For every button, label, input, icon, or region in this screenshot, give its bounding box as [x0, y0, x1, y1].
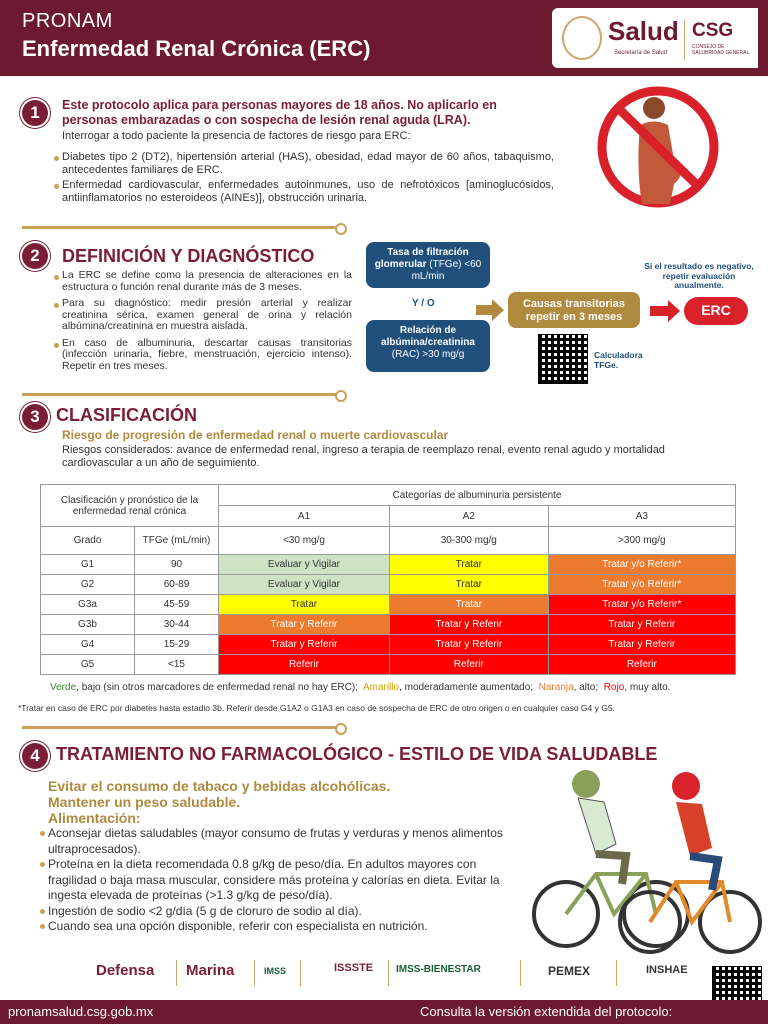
- list-item: En caso de albuminuria, descartar causas transitorias (infección urinaria, fiebre, menstruación, ejercicio intenso). Repetir en tres meses.: [54, 338, 352, 373]
- s3-subheading: Riesgo de progresión de enfermedad renal o muerte cardiovascular: [62, 428, 449, 442]
- col-range: >300 mg/g: [548, 527, 735, 555]
- risk-cell: Referir: [548, 655, 735, 675]
- grade-cell: G5: [41, 655, 135, 675]
- footer-cta: Consulta la versión extendida del protocolo:: [420, 1004, 673, 1019]
- logo-marina: Marina: [186, 962, 235, 979]
- table-row: [41, 655, 736, 675]
- table-cat-header: Categorías de albuminuria persistente: [219, 485, 736, 506]
- legend-rojo-text: , muy alto.: [624, 682, 671, 693]
- section-1-number: 1: [22, 100, 48, 126]
- rac-box-bold: Relación de albúmina/creatinina: [381, 325, 475, 348]
- logo-issste: ISSSTE: [334, 962, 374, 974]
- list-item: Ingestión de sodio <2 g/día (5 g de cloruro de sodio al día).: [40, 904, 510, 920]
- risk-cell: Tratar: [219, 595, 390, 615]
- table-row: [41, 635, 736, 655]
- no-pregnant-icon: [588, 80, 728, 215]
- risk-cell: Tratar y/o Referir*: [548, 555, 735, 575]
- list-item: Para su diagnóstico: medir presión arterial y realizar creatinina sérica, examen general de orina y relación albúmina/creatinina en muestra aislada.: [54, 298, 352, 333]
- table-body: [41, 555, 736, 675]
- col-header: A1: [219, 506, 390, 527]
- grade-cell: G4: [41, 635, 135, 655]
- table-row: [41, 555, 736, 575]
- logo-separator: [388, 960, 389, 986]
- logo-separator: [300, 960, 301, 986]
- tfge-cell: 90: [135, 555, 219, 575]
- s4-bullets: [40, 826, 510, 935]
- s4-leads: [48, 778, 390, 826]
- rac-box: [366, 320, 490, 372]
- tfge-cell: 30-44: [135, 615, 219, 635]
- logo-separator: [616, 960, 617, 986]
- arrow-right-red-icon: [650, 300, 682, 322]
- risk-cell: Tratar: [389, 595, 548, 615]
- section-4-number: 4: [22, 743, 48, 769]
- program-name: PRONAM: [22, 10, 113, 32]
- s3-risks: Riesgos considerados: avance de enfermedad renal, ingreso a terapia de reemplazo renal, evento renal agudo y mortalidad cardiovascular a un año de seguimiento.: [62, 444, 665, 469]
- or-label: Y / O: [412, 298, 435, 309]
- risk-cell: Tratar y Referir: [548, 635, 735, 655]
- footer: [0, 1000, 768, 1024]
- tfge-cell: <15: [135, 655, 219, 675]
- header-logos: [552, 8, 758, 68]
- arrow-right-icon: [476, 298, 506, 322]
- legend-naranja: Naranja: [538, 682, 574, 693]
- risk-cell: Tratar y/o Referir*: [548, 595, 735, 615]
- legend-naranja-text: , alto;: [573, 682, 599, 693]
- header-banner: [0, 0, 768, 76]
- col-range: <30 mg/g: [219, 527, 390, 555]
- grade-header: Grado: [41, 527, 135, 555]
- logo-salud: Salud: [608, 16, 679, 46]
- logo-csg: CSG: [692, 20, 734, 41]
- cyclists-icon: [526, 764, 762, 954]
- s3-heading: CLASIFICACIÓN: [56, 405, 197, 425]
- legend-rojo: Rojo: [603, 682, 625, 693]
- s2-heading: DEFINICIÓN Y DIAGNÓSTICO: [62, 246, 315, 266]
- s4-lead-1: Evitar el consumo de tabaco y bebidas alcohólicas.: [48, 778, 391, 794]
- s1-bullets: [54, 151, 554, 205]
- logo-inshae: INSHAE: [646, 964, 688, 976]
- risk-cell: Evaluar y Vigilar: [219, 575, 390, 595]
- list-item: Diabetes tipo 2 (DT2), hipertensión arterial (HAS), obesidad, edad mayor de 60 años, tabaquismo, antecedentes familiares de ERC.: [54, 151, 554, 177]
- s2-bullets: [54, 270, 352, 372]
- rac-box-rest: (RAC) >30 mg/g: [391, 349, 465, 360]
- section-divider: [22, 726, 342, 729]
- tfg-box-bold: Tasa de filtración glomerular: [374, 247, 469, 270]
- erc-badge: ERC: [684, 297, 748, 325]
- section-divider: [22, 393, 342, 396]
- section-2-number: 2: [22, 243, 48, 269]
- list-item: Enfermedad cardiovascular, enfermedades autoinmunes, uso de nefrotóxicos [aminoglucósidos, antiinflamatorios no esteroideos (AINEs)], obstrucción urinaria.: [54, 179, 554, 205]
- tfge-cell: 45-59: [135, 595, 219, 615]
- section-3-number: 3: [22, 404, 48, 430]
- classification-table: [40, 484, 736, 675]
- logo-imss-bienestar: IMSS-BIENESTAR: [396, 964, 481, 975]
- negative-note: Si el resultado es negativo, repetir evaluación anualmente.: [644, 261, 754, 290]
- logo-separator: [684, 20, 685, 60]
- risk-cell: Tratar y/o Referir*: [548, 575, 735, 595]
- s4-lead-2: Mantener un peso saludable.: [48, 794, 241, 810]
- page-title: Enfermedad Renal Crónica (ERC): [22, 36, 371, 61]
- tfge-cell: 60-89: [135, 575, 219, 595]
- risk-cell: Evaluar y Vigilar: [219, 555, 390, 575]
- grade-cell: G2: [41, 575, 135, 595]
- section-divider: [22, 226, 342, 229]
- col-range: 30-300 mg/g: [389, 527, 548, 555]
- grade-cell: G3a: [41, 595, 135, 615]
- logo-separator: [520, 960, 521, 986]
- causas-box: Causas transitorias repetir en 3 meses: [508, 292, 640, 328]
- logo-separator: [254, 960, 255, 986]
- logo-imss: IMSS: [264, 966, 287, 976]
- tfge-header: TFGe (mL/min): [135, 527, 219, 555]
- table-corner: Clasificación y pronóstico de la enfermedad renal crónica: [41, 485, 219, 527]
- coat-of-arms-icon: [562, 16, 602, 60]
- legend-verde-text: , bajo (sin otros marcadores de enfermedad renal no hay ERC);: [76, 682, 358, 693]
- tfge-cell: 15-29: [135, 635, 219, 655]
- table-row: [41, 615, 736, 635]
- risk-cell: Referir: [389, 655, 548, 675]
- grade-cell: G1: [41, 555, 135, 575]
- risk-cell: Tratar: [389, 575, 548, 595]
- table-row: [41, 595, 736, 615]
- tfg-box: [366, 242, 490, 288]
- table-row: [41, 575, 736, 595]
- logo-pemex: PEMEX: [548, 964, 591, 978]
- risk-cell: Tratar y Referir: [389, 635, 548, 655]
- list-item: Aconsejar dietas saludables (mayor consumo de frutas y verduras y menos alimentos ultraprocesados).: [40, 826, 510, 857]
- s4-heading: TRATAMIENTO NO FARMACOLÓGICO - ESTILO DE VIDA SALUDABLE: [56, 744, 658, 764]
- s1-intro: Interrogar a todo paciente la presencia de factores de riesgo para ERC:: [62, 130, 411, 142]
- color-legend: [50, 681, 750, 694]
- list-item: La ERC se define como la presencia de alteraciones en la estructura o función renal durante más de 3 meses.: [54, 270, 352, 293]
- tfg-box-rest: (TFGe) <60 mL/min: [411, 259, 482, 282]
- risk-cell: Tratar y Referir: [548, 615, 735, 635]
- col-header: A3: [548, 506, 735, 527]
- legend-verde: Verde: [50, 682, 77, 693]
- risk-cell: Tratar y Referir: [389, 615, 548, 635]
- logo-separator: [176, 960, 177, 986]
- logo-csg-sub: CONSEJO DE SALUBRIDAD GENERAL: [692, 44, 750, 56]
- grade-cell: G3b: [41, 615, 135, 635]
- legend-amarillo: Amarillo: [362, 682, 400, 693]
- qr-code-icon[interactable]: [538, 334, 588, 384]
- calculator-label: Calculadora TFGe.: [594, 350, 643, 370]
- risk-cell: Referir: [219, 655, 390, 675]
- list-item: Cuando sea una opción disponible, referir con especialista en nutrición.: [40, 919, 510, 935]
- s4-lead-3: Alimentación:: [48, 810, 141, 826]
- col-header: A2: [389, 506, 548, 527]
- footer-url[interactable]: pronamsalud.csg.gob.mx: [8, 1004, 154, 1019]
- legend-amarillo-text: , moderadamente aumentado;: [399, 682, 534, 693]
- logo-salud-sub: Secretaría de Salud: [614, 50, 668, 56]
- list-item: Proteína en la dieta recomendada 0.8 g/kg de peso/día. En adultos mayores con fragilidad o baja masa muscular, considere más proteína y calorías en dieta. Evitar la ingesta elevada de proteínas (>1.3 g/kg de peso/día).: [40, 857, 510, 904]
- risk-cell: Tratar y Referir: [219, 615, 390, 635]
- logo-defensa: Defensa: [96, 962, 155, 979]
- s1-lead: Este protocolo aplica para personas mayores de 18 años. No aplicarlo en personas embarazadas o con sospecha de lesión renal aguda (LRA).: [62, 98, 497, 127]
- risk-cell: Tratar: [389, 555, 548, 575]
- table-footnote: *Tratar en caso de ERC por diabetes hasta estadio 3b. Referir desde G1A2 o G1A3 en caso de sospecha de ERC de otro origen o en cualquier caso G4 y G5.: [18, 703, 615, 713]
- risk-cell: Tratar y Referir: [219, 635, 390, 655]
